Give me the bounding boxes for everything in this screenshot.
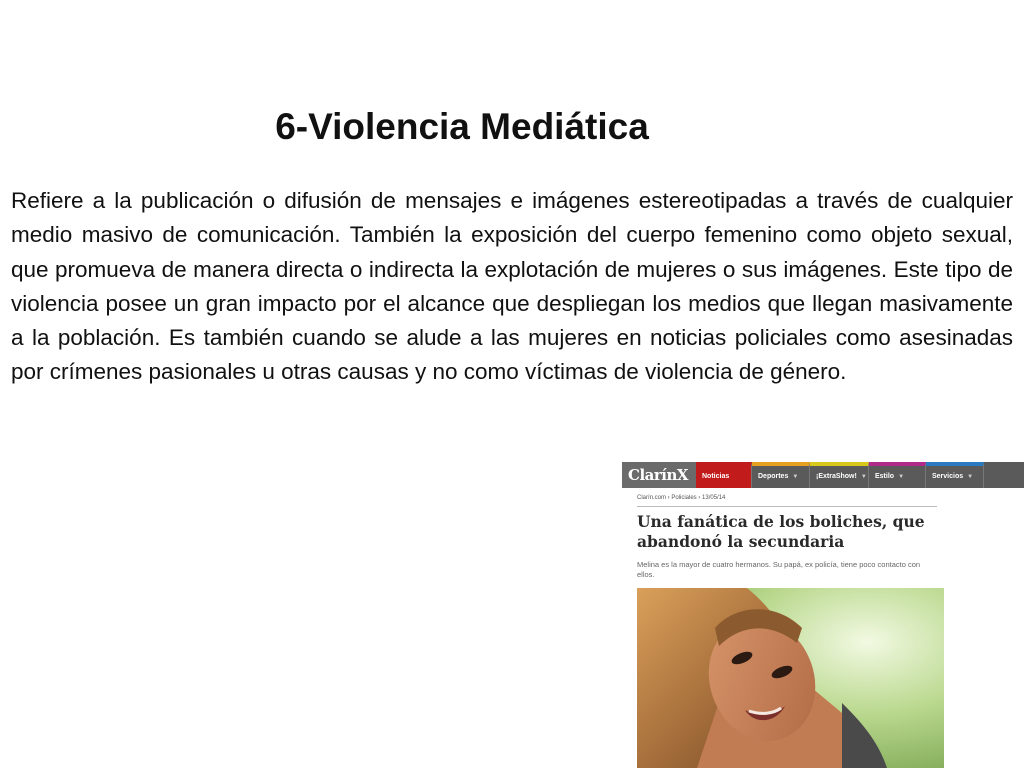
newspaper-clipping	[622, 462, 1024, 768]
nav-item-estilo	[869, 462, 926, 488]
chevron-down-icon: ▼	[898, 474, 905, 480]
article-photo	[637, 588, 944, 768]
chevron-down-icon: ▼	[860, 474, 867, 480]
nav-item-label: Servicios	[932, 473, 964, 480]
nav-item-servicios	[926, 462, 984, 488]
nav-item-label: Estilo	[875, 473, 895, 480]
nav-item-extrashow	[810, 462, 869, 488]
chevron-down-icon: ▼	[792, 474, 799, 480]
clipping-navbar	[622, 462, 1024, 488]
article-headline: Una fanática de los boliches, que abandonó la secundaria	[637, 512, 925, 551]
article-summary: Melina es la mayor de cuatro hermanos. Su papá, ex policía, tiene poco contacto con ellos.	[637, 560, 921, 579]
nav-item-label: ¡ExtraShow!	[816, 473, 857, 480]
chevron-down-icon: ▼	[967, 474, 974, 480]
slide-title: 6-Violencia Mediática	[275, 106, 649, 147]
breadcrumb: Clarín.com › Policiales › 13/05/14	[637, 495, 726, 501]
nav-item-deportes	[752, 462, 810, 488]
nav-item-label: Deportes	[758, 473, 789, 480]
clarin-logo: ClarínX	[622, 462, 696, 488]
slide-body-paragraph: Refiere a la publicación o difusión de mensajes e imágenes estereotipadas a través de cualquier medio masivo de comunicación. También la exposición del cuerpo femenino como objeto sexual, que promueva de manera directa o indirecta la explotación de mujeres o sus imágenes. Este tipo de violencia posee un gran impacto por el alcance que despliegan los medios que llegan masivamente a la población. Es también cuando se alude a las mujeres en noticias policiales como asesinadas por crímenes pasionales u otras causas y no como víctimas de violencia de género.	[11, 188, 1013, 385]
divider	[637, 506, 937, 507]
nav-item-noticias	[696, 462, 752, 488]
nav-item-label: Noticias	[702, 473, 730, 480]
